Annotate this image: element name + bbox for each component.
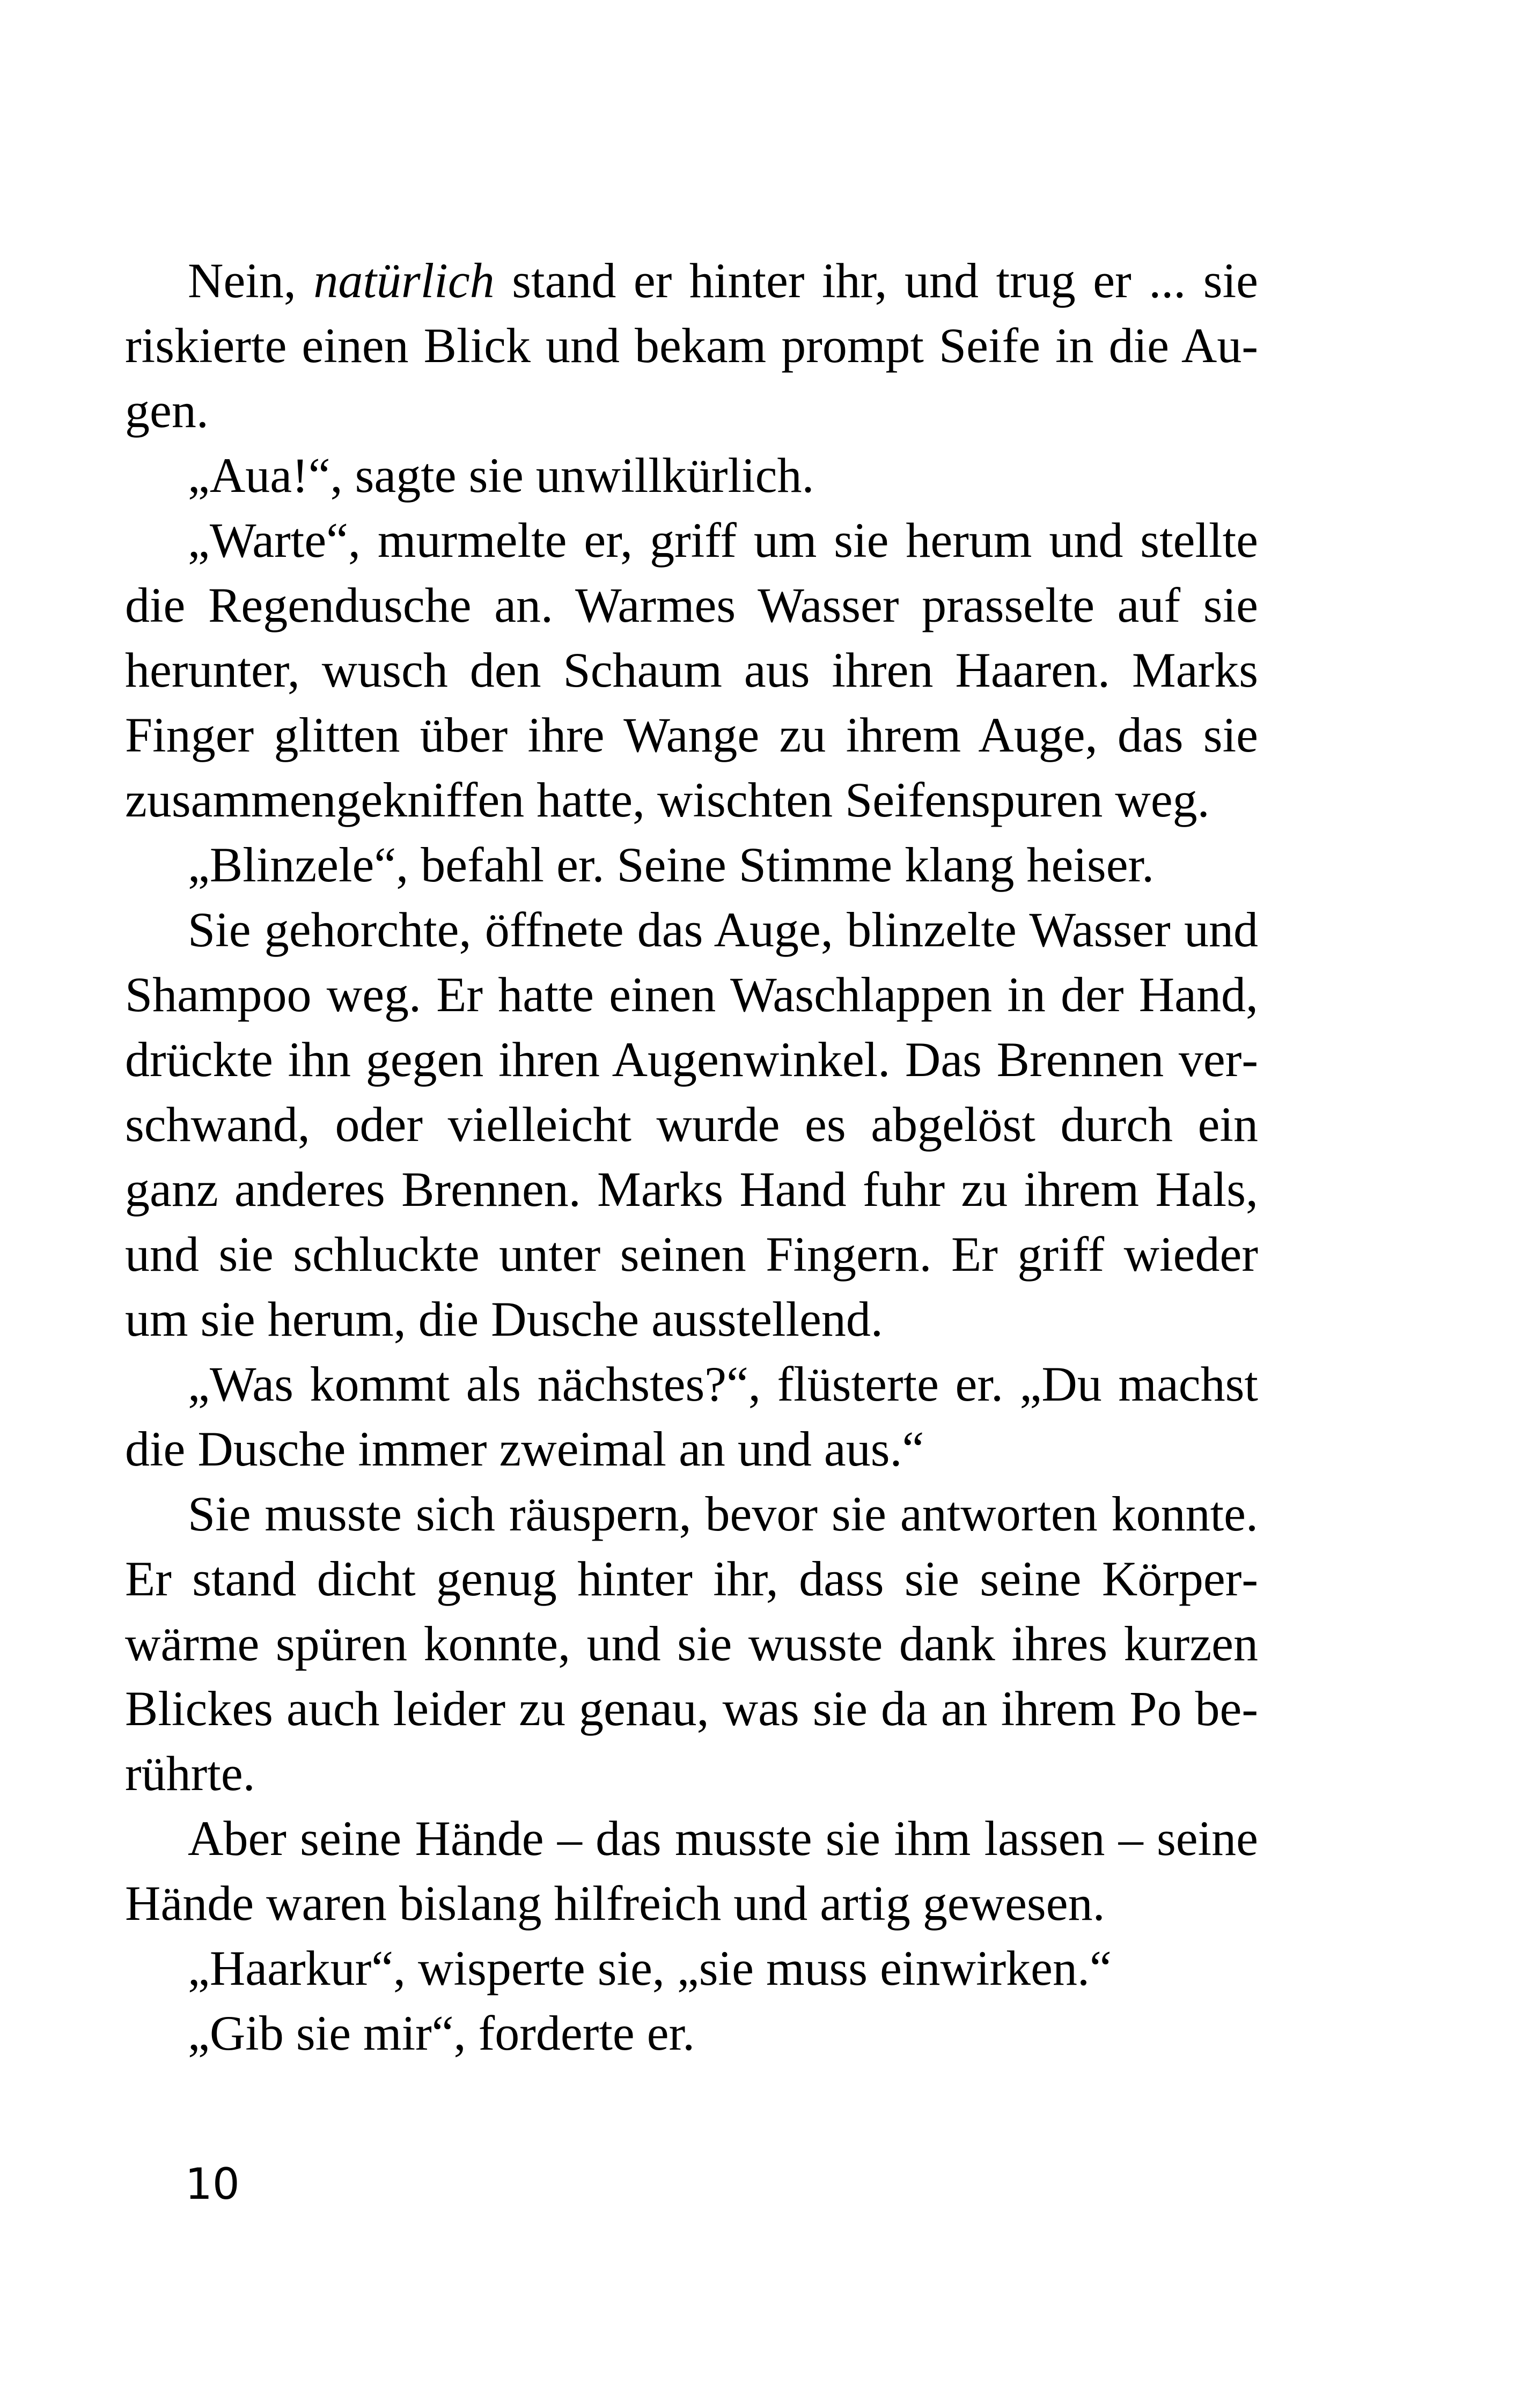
paragraph [125,248,1258,443]
paragraph: Aber seine Hände – das musste sie ihm lassen – seine Hände waren bislang hilfreich und artig gewesen. [125,1811,1258,1931]
paragraph: Sie gehorchte, öffnete das Auge, blinzelte Wasser und Shampoo weg. Er hatte einen Waschlappen in der Hand, drückte ihn gegen ihren Augenwinkel. Das Brennen verschwand, oder vielleicht wurde es abgelöst durch ein ganz anderes Brennen. Marks Hand fuhr zu ihrem Hals, und sie schluckte unter seinen Fingern. Er griff wieder um sie herum, die Dusche ausstellend. [125,902,1258,1346]
emphasized-word: natürlich [313,253,495,308]
paragraph: „Aua!“, sagte sie unwillkürlich. [188,448,814,503]
body-text [125,248,1258,2066]
page-number: 10 [185,2159,240,2209]
paragraph: „Was kommt als nächstes?“, flüsterte er. „Du machst die Dusche immer zweimal an und aus.“ [125,1357,1258,1476]
paragraph: „Warte“, murmelte er, griff um sie herum und stellte die Regendusche an. Warmes Wasser prasselte auf sie herunter, wusch den Schaum aus ihren Haaren. Marks Finger glitten über ihre Wange zu ihrem Auge, das sie zusammengekniffen hatte, wischten Seifenspuren weg. [125,513,1258,827]
paragraph: „Gib sie mir“, forderte er. [188,2006,695,2060]
paragraph: Sie musste sich räuspern, bevor sie antworten konnte. Er stand dicht genug hinter ihr, dass sie seine Körperwärme spüren konnte, und sie wusste dank ihres kurzen Blickes auch leider zu genau, was sie da an ihrem Po berührte. [125,1486,1258,1801]
paragraph: „Blinzele“, befahl er. Seine Stimme klang heiser. [188,837,1155,892]
paragraph-text: Nein, [188,253,314,308]
paragraph-text: stand er hinter ihr, und trug er ... sie riskierte einen Blick und bekam prompt Seife in die Augen. [125,253,1258,438]
paragraph: „Haarkur“, wisperte sie, „sie muss einwirken.“ [188,1941,1112,1995]
